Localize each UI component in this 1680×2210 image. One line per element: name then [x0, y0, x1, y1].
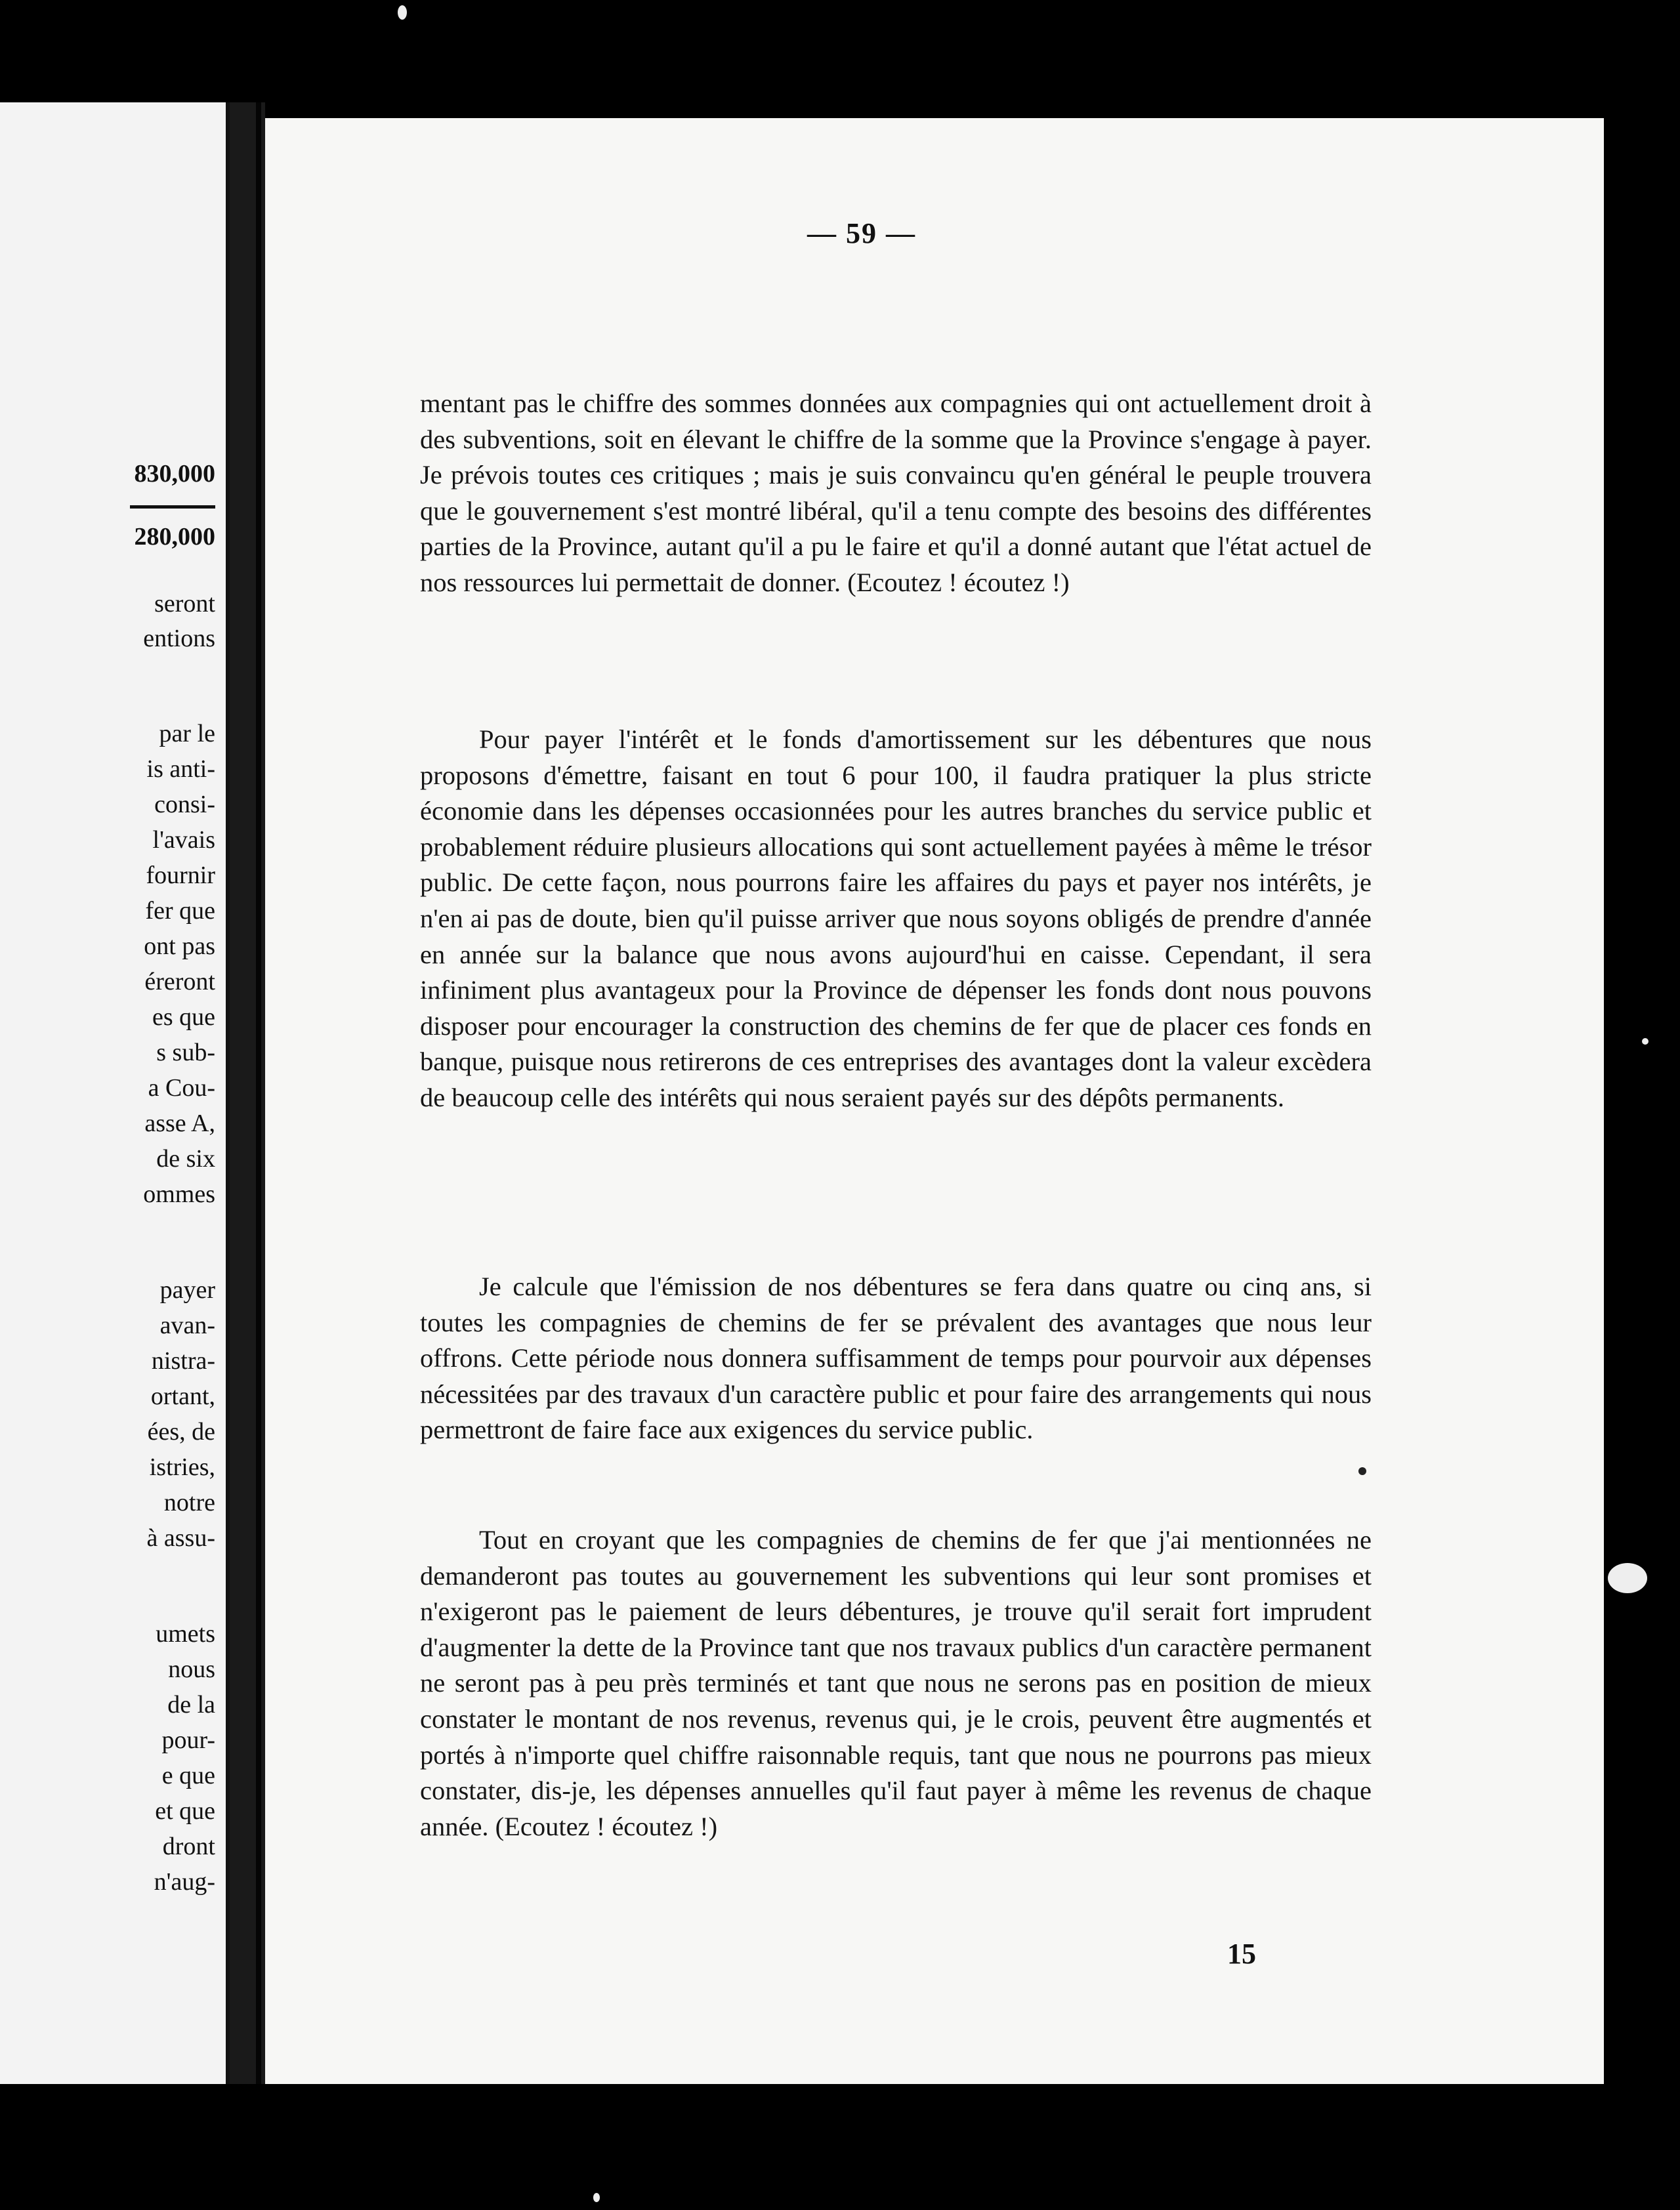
left-line: es que: [152, 1003, 215, 1031]
left-line: seront: [154, 590, 215, 617]
left-line: et que: [155, 1797, 215, 1825]
left-line: l'avais: [152, 826, 215, 854]
left-line: pour-: [161, 1726, 215, 1754]
paragraph: [420, 1522, 1372, 1845]
left-line: ortant,: [150, 1383, 215, 1410]
left-line: 280,000: [134, 523, 215, 551]
left-line: 830,000: [134, 460, 215, 488]
paragraph-text: Je calcule que l'émission de nos débentures se fera dans quatre ou cinq ans, si toutes les compagnies de chemins de fer se prévalent des avantages que nous leur offrons. Cette période nous donnera suffisamment de temps pour pourvoir aux dépenses nécessitées par des travaux d'un caractère public et pour faire des arrangements qui nous permettront de faire face aux exigences du service public.: [420, 1272, 1372, 1445]
left-line: consi-: [154, 791, 215, 818]
page-number: — 59 —: [807, 217, 916, 249]
scan-speck: [398, 5, 407, 20]
left-line: avan-: [159, 1312, 215, 1339]
paragraph: [420, 1269, 1372, 1448]
left-line: s sub-: [156, 1039, 215, 1066]
scan-speck: [1358, 1467, 1366, 1475]
left-line: entions: [143, 625, 215, 652]
scan-speck: [1608, 1563, 1647, 1593]
left-line: éreront: [144, 968, 215, 995]
left-line: ommes: [143, 1180, 215, 1208]
binding-shadow: [256, 102, 261, 2084]
left-line: n'aug-: [154, 1868, 215, 1896]
left-line: nous: [168, 1656, 215, 1683]
left-sum-rule: [130, 505, 215, 509]
left-line: a Cou-: [148, 1074, 215, 1102]
signature-folio: 15: [1227, 1938, 1256, 1970]
paragraph-text: Pour payer l'intérêt et le fonds d'amortissement sur les débentures que nous proposons d'émettre, faisant en tout 6 pour 100, il faudra pratiquer la plus stricte économie dans les dépenses occasionnées pour les autres branches du service public et probablement réduire plusieurs allocations qui sont actuellement payées à même le trésor public. De cette façon, nous pourrons faire les affaires du pays et payer nos intérêts, je n'en ai pas de doute, bien qu'il puisse arriver que nous soyons obligés de prendre d'année en année sur la balance que nous avons aujourd'hui en caisse. Cependant, il sera infiniment plus avantageux pour la Province de dépenser les fonds dont nous pouvons disposer pour encourager la construction des chemins de fer que de placer ces fonds en banque, puisque nous retirerons de ces entreprises des avantages dont la valeur excèdera de beaucoup celle des intérêts qui nous seraient payés sur des dépôts permanents.: [420, 724, 1372, 1112]
left-line: istries,: [149, 1453, 215, 1481]
left-line: e que: [161, 1762, 215, 1789]
left-line: fer que: [145, 897, 215, 925]
left-line: asse A,: [144, 1110, 215, 1137]
scan-speck: [593, 2193, 600, 2202]
left-line: par le: [159, 720, 215, 747]
left-line: à assu-: [146, 1524, 215, 1552]
paragraph: [420, 722, 1372, 1116]
left-line: notre: [163, 1489, 215, 1516]
scan-speck: [1642, 1038, 1648, 1045]
paragraph-continuation: mentant pas le chiffre des sommes données aux compagnies qui ont actuellement droit à des subventions, soit en élevant le chiffre de la somme que la Province s'engage à payer. Je prévois toutes ces critiques ; mais je suis convaincu qu'en général le peuple trouvera que le gouvernement s'est montré libéral, qu'il a tenu compte des besoins des différentes parties de la Province, autant qu'il a pu le faire et qu'il a donné autant que l'état actuel de nos ressources lui permettait de donner. (Ecoutez ! écoutez !): [420, 388, 1372, 597]
left-line: ont pas: [144, 932, 215, 960]
left-line: dront: [162, 1833, 215, 1860]
paragraph-text: Tout en croyant que les compagnies de chemins de fer que j'ai mentionnées ne demanderont pas toutes au gouvernement les subventions qui leur sont promises et n'exigeront pas le paiement de leurs débentures, je trouve qu'il serait fort imprudent d'augmenter la dette de la Province tant que nos travaux publics d'un caractère permanent ne seront pas à peu près terminés et tant que nous ne serons pas en position de mieux constater le montant de nos revenus, revenus qui, je le crois, peuvent être augmentés et portés à n'importe quel chiffre raisonnable requis, tant que nous ne pourrons pas mieux constater, dis-je, les dépenses annuelles qu'il faut payer à même les revenus de chaque année. (Ecoutez ! écoutez !): [420, 1525, 1372, 1841]
left-line: ées, de: [147, 1418, 215, 1446]
left-line: umets: [156, 1620, 215, 1648]
left-line: fournir: [146, 862, 215, 889]
book-gutter: [230, 102, 265, 2084]
left-line: de six: [156, 1145, 215, 1173]
left-line: payer: [159, 1276, 215, 1304]
left-line: nistra-: [151, 1347, 215, 1375]
left-line: is anti-: [146, 755, 215, 783]
left-page-fragment: [0, 102, 230, 2084]
left-line: de la: [167, 1691, 215, 1719]
